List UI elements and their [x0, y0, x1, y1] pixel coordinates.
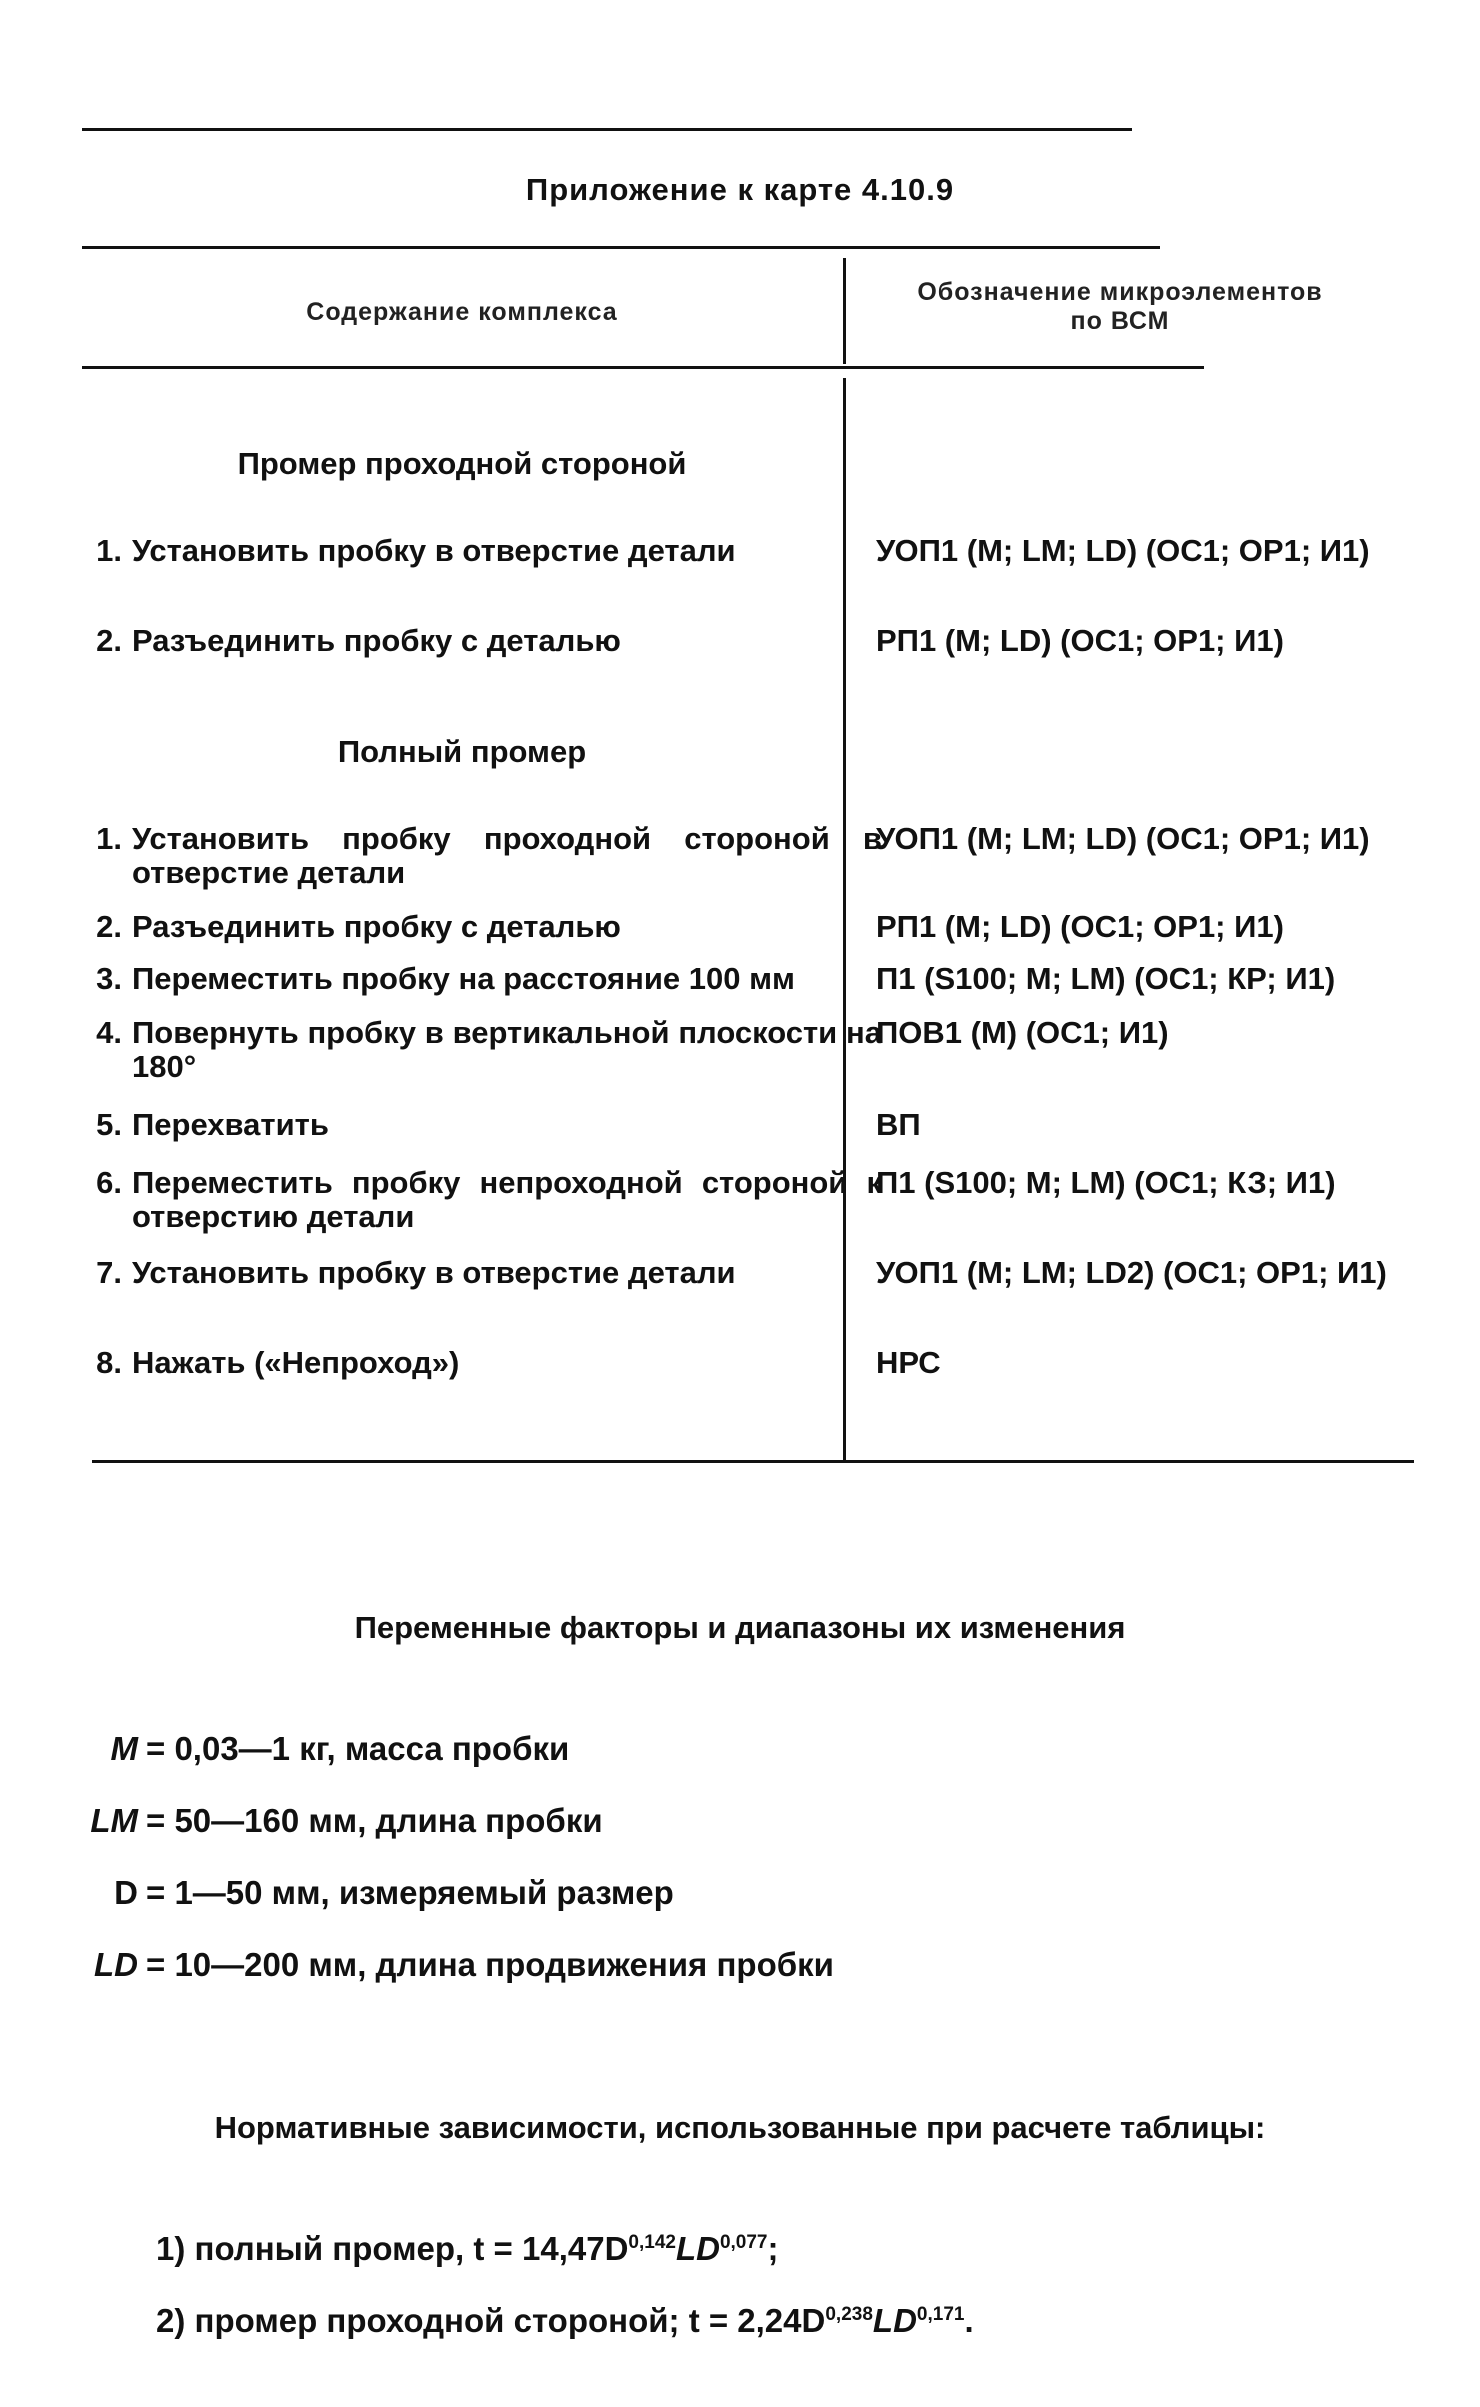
formula-exponent: 0,142	[628, 2232, 676, 2253]
row-code: РП1 (M; LD) (ОС1; ОР1; И1)	[876, 909, 1284, 944]
row-number: 1.	[96, 533, 122, 568]
row-text: Разъединить пробку с деталью	[132, 623, 621, 658]
row-code: НРС	[876, 1345, 941, 1380]
factor-range: = 10—200 мм, длина продвижения пробки	[146, 1946, 834, 1983]
row-text: Установить пробку в отверстие детали	[132, 1255, 736, 1290]
formula-end: ;	[767, 2230, 779, 2267]
row-text: Нажать («Непроход»)	[132, 1345, 460, 1380]
formula-pass-side	[156, 2302, 974, 2340]
factor-range: = 0,03—1 кг, масса пробки	[146, 1730, 570, 1767]
factor-symbol: LD	[94, 1946, 138, 1983]
factor-symbol: D	[114, 1874, 138, 1911]
table-row	[82, 1256, 842, 1296]
formula-variable: LD	[872, 2302, 917, 2339]
row-text: Установить пробку проходной стороной в отверстие детали	[132, 821, 882, 890]
factor-range: = 1—50 мм, измеряемый размер	[146, 1874, 674, 1911]
factor-symbol: M	[110, 1730, 138, 1767]
table-row	[82, 1015, 882, 1086]
formula-lhs: t = 2,24D	[688, 2302, 826, 2339]
header-code-column-line1: Обозначение микроэлементов	[917, 278, 1323, 306]
table-row	[82, 910, 842, 950]
formula-full	[156, 2230, 779, 2268]
norms-title: Нормативные зависимости, использованные при расчете таблицы:	[214, 2110, 1266, 2145]
row-text: Перехватить	[132, 1107, 329, 1142]
formula-end: .	[964, 2302, 974, 2339]
section-title-pass-side: Промер проходной стороной	[237, 446, 687, 481]
table-row	[82, 821, 882, 892]
row-number: 8.	[96, 1345, 122, 1380]
table-row	[82, 1165, 882, 1236]
row-number: 4.	[96, 1015, 122, 1050]
table-row	[82, 1108, 842, 1148]
row-text: Установить пробку в отверстие детали	[132, 533, 736, 568]
table-top-rule	[82, 246, 1160, 249]
factor-symbol: LM	[90, 1802, 138, 1839]
row-code: ВП	[876, 1107, 921, 1142]
formula-exponent: 0,171	[916, 2304, 965, 2325]
row-code: П1 (S100; M; LM) (ОС1; КЗ; И1)	[876, 1165, 1336, 1200]
factors-title: Переменные факторы и диапазоны их изменения	[354, 1610, 1126, 1645]
row-code: ПОВ1 (M) (ОС1; И1)	[876, 1015, 1169, 1050]
top-rule	[82, 128, 1132, 131]
table-row	[82, 962, 842, 1002]
table-row	[82, 534, 842, 604]
formula-prefix: 1) полный промер,	[156, 2230, 465, 2267]
row-number: 1.	[96, 821, 122, 856]
formula-prefix: 2) промер проходной стороной;	[156, 2302, 680, 2339]
appendix-title: Приложение к карте 4.10.9	[525, 172, 955, 207]
formula-lhs: t = 14,47D	[473, 2230, 629, 2267]
section-title-full: Полный промер	[337, 734, 587, 769]
row-code: УОП1 (M; LM; LD) (ОС1; ОР1; И1)	[876, 533, 1370, 568]
row-number: 7.	[96, 1255, 122, 1290]
row-code: РП1 (M; LD) (ОС1; ОР1; И1)	[876, 623, 1284, 658]
formula-variable: LD	[675, 2230, 720, 2267]
row-code: П1 (S100; M; LM) (ОС1; КР; И1)	[876, 961, 1336, 996]
row-text: Повернуть пробку в вертикальной плоскости на 180°	[132, 1015, 882, 1084]
row-number: 3.	[96, 961, 122, 996]
row-text: Разъединить пробку с деталью	[132, 909, 621, 944]
header-content-column: Содержание комплекса	[306, 298, 618, 326]
row-number: 5.	[96, 1107, 122, 1142]
header-column-divider	[843, 258, 846, 364]
row-code: УОП1 (M; LM; LD) (ОС1; ОР1; И1)	[876, 821, 1370, 856]
factor-range: = 50—160 мм, длина пробки	[146, 1802, 603, 1839]
row-code: УОП1 (M; LM; LD2) (ОС1; ОР1; И1)	[876, 1255, 1387, 1290]
header-bottom-rule	[82, 366, 1204, 369]
formula-exponent: 0,238	[825, 2304, 873, 2325]
header-code-column-line2: по ВСМ	[1070, 307, 1170, 335]
row-number: 2.	[96, 623, 122, 658]
row-number: 2.	[96, 909, 122, 944]
row-text: Переместить пробку на расстояние 100 мм	[132, 961, 795, 996]
formula-exponent: 0,077	[719, 2232, 768, 2253]
table-row	[82, 624, 842, 664]
row-text: Переместить пробку непроходной стороной к отверстию детали	[132, 1165, 882, 1234]
table-bottom-rule	[92, 1460, 1414, 1463]
table-row	[82, 1346, 842, 1386]
row-number: 6.	[96, 1165, 122, 1200]
